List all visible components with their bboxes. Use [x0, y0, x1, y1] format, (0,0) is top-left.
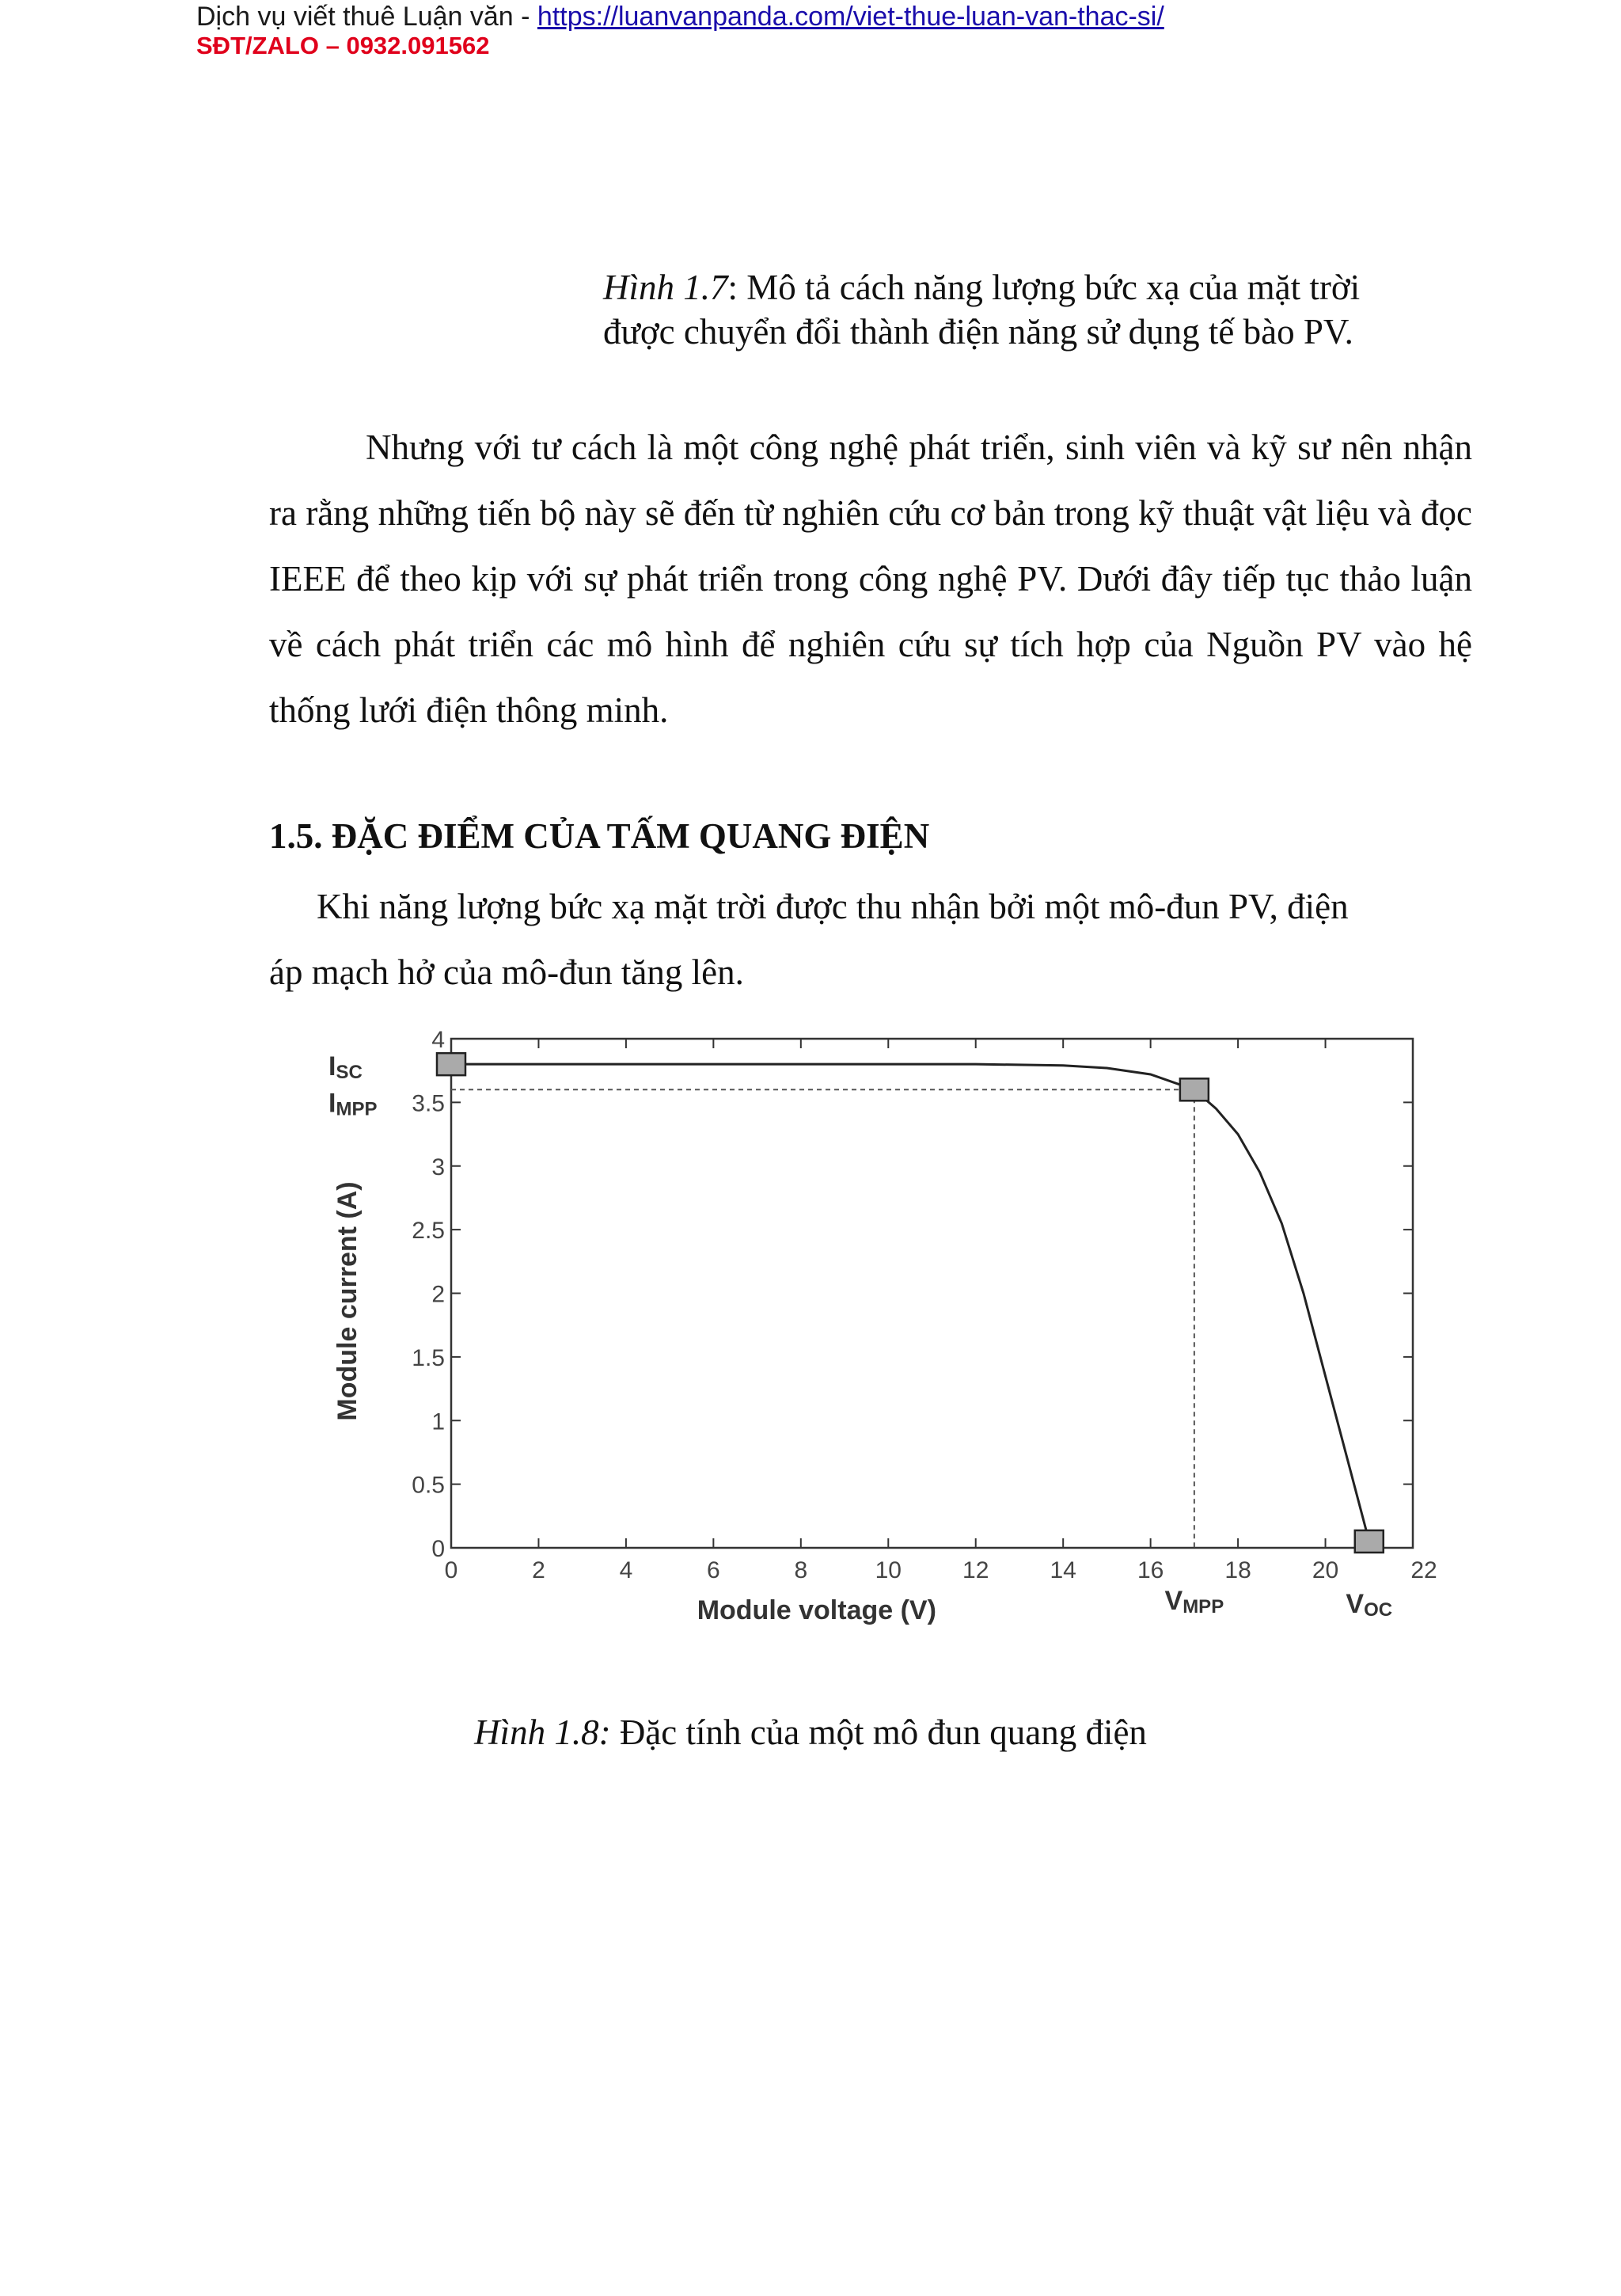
x-axis-label: Module voltage (V) — [697, 1595, 936, 1625]
y-tick-label: 1.5 — [412, 1344, 445, 1371]
x-tick-label: 10 — [875, 1557, 902, 1583]
impp-label: IMPP — [328, 1088, 378, 1120]
x-tick-label: 16 — [1137, 1557, 1164, 1583]
voc-label: VOC — [1346, 1589, 1393, 1621]
y-tick-label: 2 — [431, 1281, 445, 1308]
header-line — [196, 2, 1164, 32]
iv-curve-series — [451, 1064, 1369, 1541]
header-prefix: Dịch vụ viết thuê Luận văn - — [196, 2, 537, 32]
figure-1-7-line2: được chuyển đổi thành điện năng sử dụng tế bào PV. — [603, 312, 1353, 352]
paragraph-2-line1: Khi năng lượng bức xạ mặt trời được thu nhận bởi một mô-đun PV, điện — [317, 887, 1349, 926]
figure-1-8-caption — [0, 1712, 1621, 1753]
y-tick-label: 3.5 — [412, 1090, 445, 1117]
vmpp-label: VMPP — [1164, 1586, 1224, 1617]
isc-marker — [437, 1053, 465, 1075]
figure-1-7-line1: : Mô tả cách năng lượng bức xạ của mặt trời — [727, 268, 1361, 307]
y-tick-label: 1 — [431, 1408, 445, 1435]
plot-frame — [451, 1039, 1413, 1548]
x-tick-label: 14 — [1050, 1557, 1076, 1583]
paragraph-2-line2: áp mạch hở của mô-đun tăng lên. — [269, 952, 744, 992]
x-tick-label: 0 — [444, 1557, 458, 1583]
y-tick-label: 4 — [431, 1027, 445, 1053]
figure-1-7-caption — [603, 265, 1360, 354]
header-contact: SĐT/ZALO – 0932.091562 — [196, 32, 490, 59]
x-tick-label: 2 — [532, 1557, 545, 1583]
figure-1-7-label: Hình 1.7 — [603, 268, 728, 307]
x-tick-label: 18 — [1224, 1557, 1251, 1583]
iv-chart — [317, 1021, 1448, 1639]
isc-label: ISC — [328, 1051, 363, 1084]
figure-1-8-label: Hình 1.8: — [474, 1712, 611, 1752]
voc-marker — [1355, 1530, 1384, 1553]
body-paragraph — [269, 415, 1472, 743]
y-tick-label: 2.5 — [412, 1218, 445, 1245]
paragraph-1: Nhưng với tư cách là một công nghệ phát triển, sinh viên và kỹ sư nên nhận ra rằng những tiến bộ này sẽ đến từ nghiên cứu cơ bản trong kỹ thuật vật liệu và đọc IEEE để theo kịp với sự phát triển trong công nghệ PV. Dưới đây tiếp tục thảo luận về cách phát triển các mô hình để nghiên cứu sự tích hợp của Nguồn PV vào hệ thống lưới điện thông minh. — [269, 428, 1472, 730]
mpp-marker — [1180, 1078, 1209, 1100]
y-tick-label: 3 — [431, 1154, 445, 1180]
x-tick-label: 20 — [1312, 1557, 1339, 1583]
x-tick-label: 6 — [707, 1557, 720, 1583]
body-paragraph-2 — [269, 874, 1433, 1005]
y-tick-label: 0.5 — [412, 1472, 445, 1499]
x-tick-label: 8 — [794, 1557, 808, 1583]
x-tick-label: 4 — [619, 1557, 633, 1583]
section-heading: 1.5. ĐẶC ĐIỂM CỦA TẤM QUANG ĐIỆN — [269, 816, 930, 856]
chart-plot-area — [328, 1027, 1437, 1625]
header-link[interactable]: https://luanvanpanda.com/viet-thue-luan-van-thac-si/ — [537, 2, 1164, 32]
x-tick-label: 22 — [1410, 1557, 1437, 1583]
x-tick-label: 12 — [962, 1557, 989, 1583]
y-tick-label: 0 — [431, 1536, 445, 1562]
figure-1-8-text: Đặc tính của một mô đun quang điện — [610, 1712, 1147, 1752]
y-axis-label: Module current (A) — [332, 1181, 363, 1421]
